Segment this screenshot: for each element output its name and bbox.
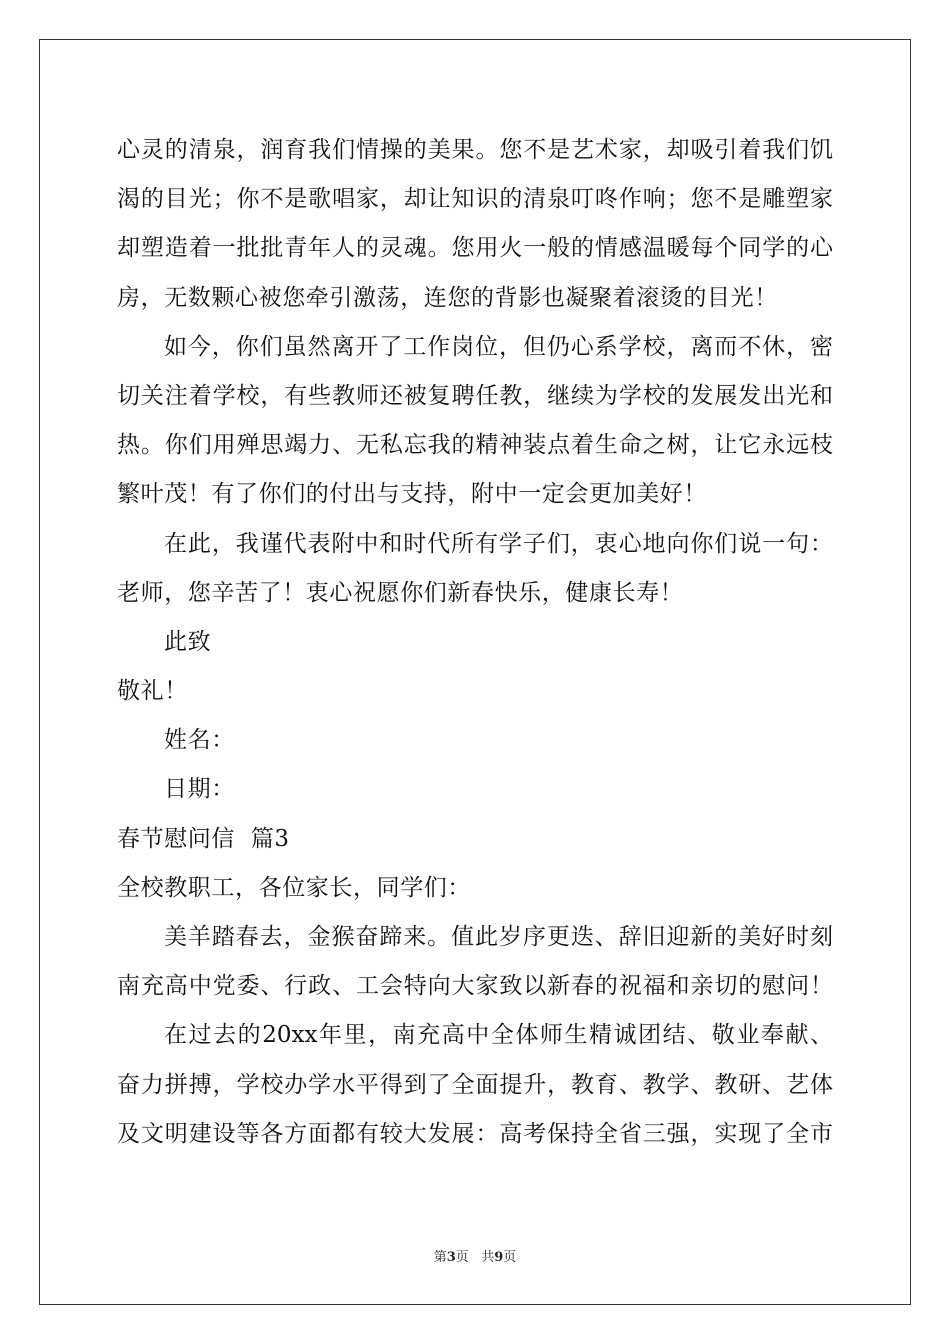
salutation-line: 此致	[164, 628, 212, 655]
salutation-line: 敬礼！	[117, 678, 188, 705]
signature-date-line: 日期：	[164, 776, 235, 803]
document-body	[117, 126, 833, 1159]
text-line: 切关注着学校，有些教师还被复聘任教，继续为学校的发展发出光和	[117, 382, 833, 409]
text-line: 渴的目光；你不是歌唱家，却让知识的清泉叮咚作响；您不是雕塑家	[117, 186, 833, 213]
paragraph-start: 在此，我谨代表附中和时代所有学子们，衷心地向你们说一句：	[164, 530, 833, 557]
text-line: 及文明建设等各方面都有较大发展：高考保持全省三强，实现了全市	[117, 1120, 833, 1147]
paragraph-start: 在过去的20xx年里，南充高中全体师生精诚团结、敬业奉献、	[164, 1022, 833, 1049]
text-line: 心灵的清泉，润育我们情操的美果。您不是艺术家，却吸引着我们饥	[117, 137, 833, 163]
greeting-line: 全校教职工，各位家长，同学们：	[117, 874, 471, 901]
text-line: 南充高中党委、行政、工会特向大家致以新春的祝福和亲切的慰问！	[117, 973, 833, 1000]
signature-name-line: 姓名：	[164, 727, 235, 754]
page-footer	[0, 1246, 950, 1265]
footer-page-prefix: 第	[433, 1250, 447, 1265]
paragraph-start: 如今，你们虽然离开了工作岗位，但仍心系学校，离而不休，密	[164, 333, 833, 360]
text-line: 奋力拼搏，学校办学水平得到了全面提升，教育、教学、教研、艺体	[117, 1071, 833, 1098]
footer-total-number: 9	[494, 1250, 504, 1265]
footer-page-number: 3	[446, 1250, 456, 1265]
footer-page-suffix: 页	[455, 1250, 469, 1265]
paragraph-start: 美羊踏春去，金猴奋蹄来。值此岁序更迭、辞旧迎新的美好时刻	[164, 924, 833, 950]
text-line: 繁叶茂！有了你们的付出与支持，附中一定会更加美好！	[117, 481, 707, 508]
text-line: 热。你们用殚思竭力、无私忘我的精神装点着生命之树，让它永远枝	[117, 432, 833, 459]
footer-total-suffix: 页	[503, 1250, 517, 1265]
text-line: 老师，您辛苦了！衷心祝愿你们新春快乐，健康长寿！	[117, 579, 684, 606]
text-line: 却塑造着一批批青年人的灵魂。您用火一般的情感温暖每个同学的心	[117, 235, 833, 262]
text-line: 房，无数颗心被您牵引激荡，连您的背影也凝聚着滚烫的目光！	[117, 284, 778, 311]
section-title: 春节慰问信 篇3	[117, 825, 290, 852]
footer-total-prefix: 共	[481, 1250, 495, 1265]
